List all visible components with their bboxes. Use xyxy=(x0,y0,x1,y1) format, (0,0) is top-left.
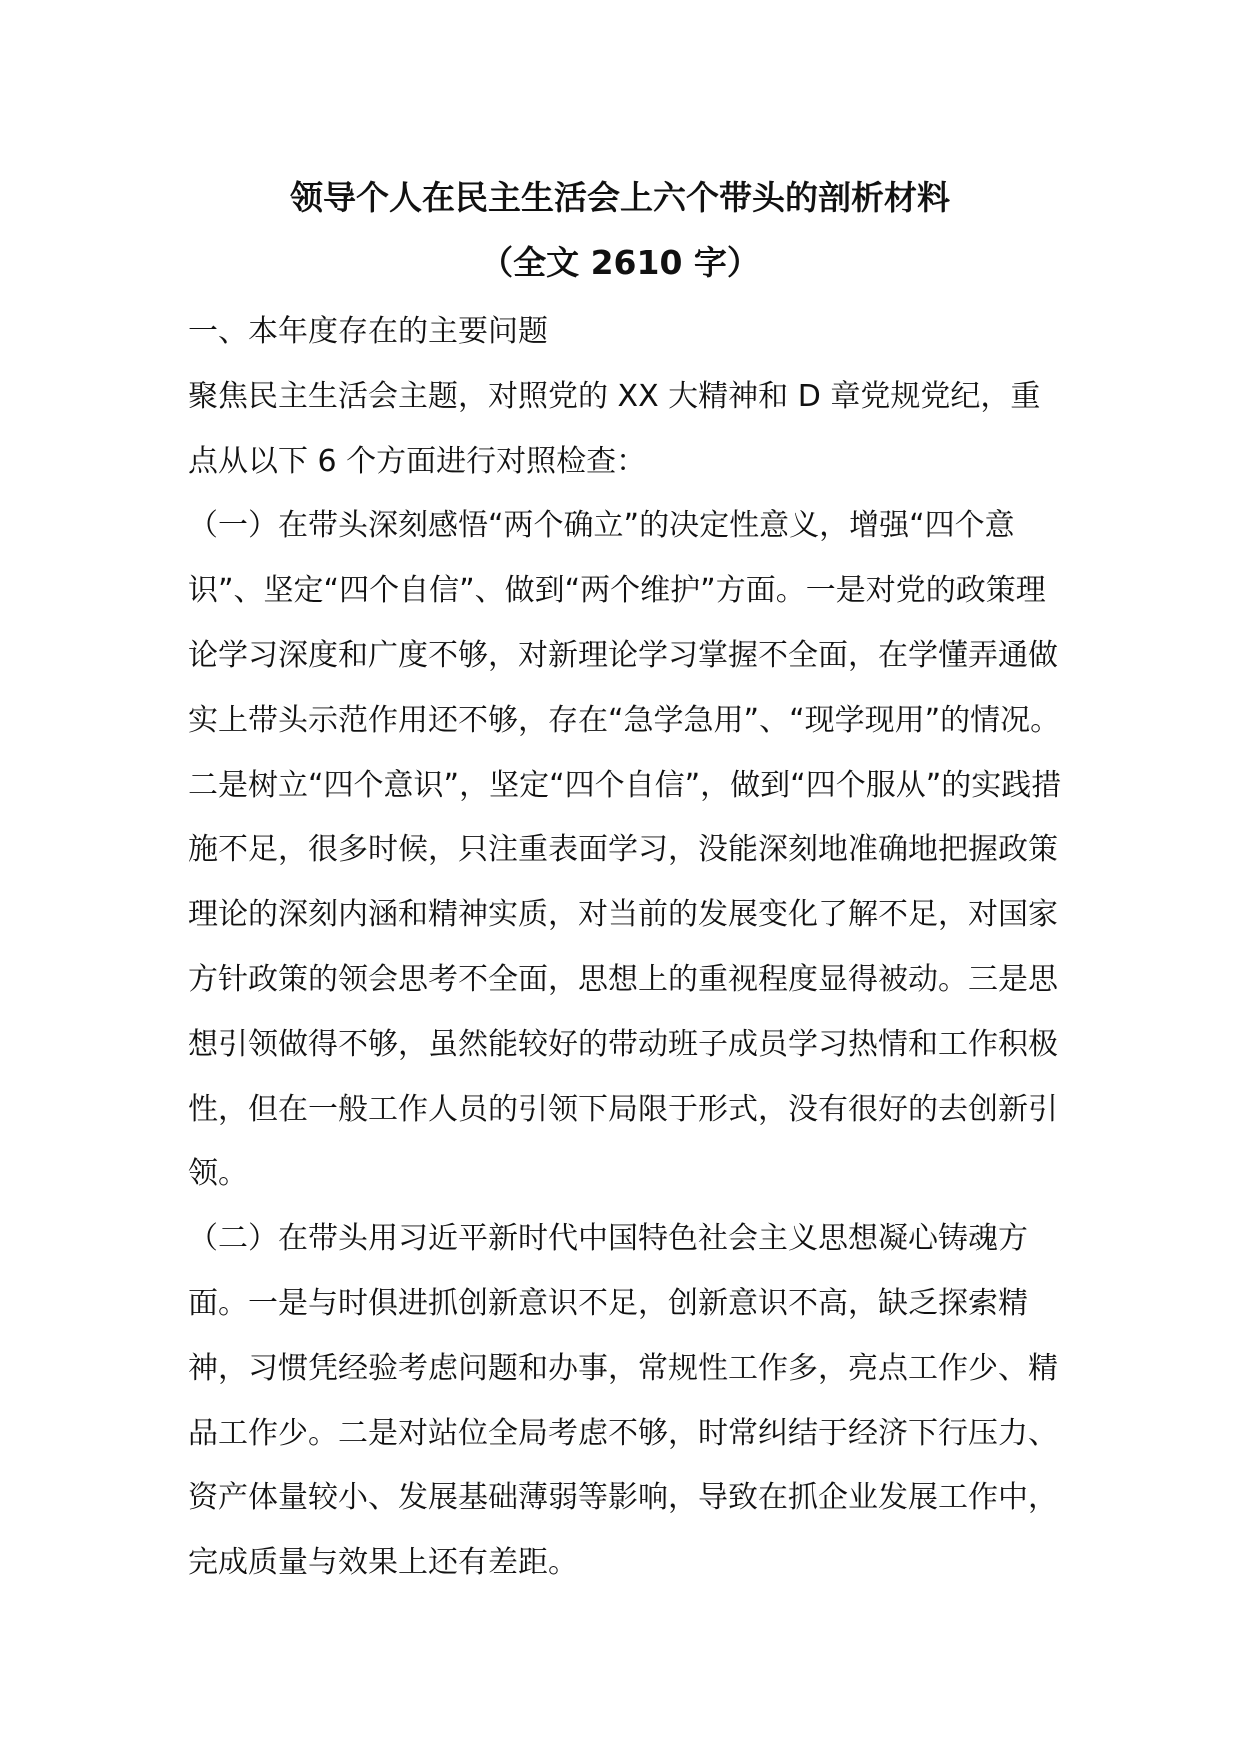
document-subtitle: （全文 2610 字） xyxy=(480,243,760,282)
paragraph-section-1: （一）在带头深刻感悟“两个确立”的决定性意义，增强“四个意识”、坚定“四个自信”、做到“两个维护”方面。一是对党的政策理论学习深度和广度不够，对新理论学习掌握不全面，在学懂弄通做实上带头示范作用还不够，存在“急学急用”、“现学现用”的情况。二是树立“四个意识”，坚定“四个自信”，做到“四个服从”的实践措施不足，很多时候，只注重表面学习，没能深刻地准确地把握政策理论的深刻内涵和精神实质，对当前的发展变化了解不足，对国家方针政策的领会思考不全面，思想上的重视程度显得被动。三是思想引领做得不够，虽然能较好的带动班子成员学习热情和工作积极性，但在一般工作人员的引领下局限于形式，没有很好的去创新引领。 xyxy=(188,508,1062,1192)
paragraph-section-2: （二）在带头用习近平新时代中国特色社会主义思想凝心铸魂方面。一是与时俱进抓创新意识不足，创新意识不高，缺乏探索精神，习惯凭经验考虑问题和办事，常规性工作多，亮点工作少、精品工作少。二是对站位全局考虑不够，时常纠结于经济下行压力、资产体量较小、发展基础薄弱等影响，导致在抓企业发展工作中，完成质量与效果上还有差距。 xyxy=(188,1221,1058,1581)
paragraph-intro: 聚焦民主生活会主题，对照党的 XX 大精神和 D 章党规党纪，重点从以下 6 个方面进行对照检查： xyxy=(188,378,1041,479)
document-title: 领导个人在民主生活会上六个带头的剖析材料 xyxy=(290,178,950,217)
document-body xyxy=(188,300,1068,1596)
section-heading: 一、本年度存在的主要问题 xyxy=(188,314,548,349)
